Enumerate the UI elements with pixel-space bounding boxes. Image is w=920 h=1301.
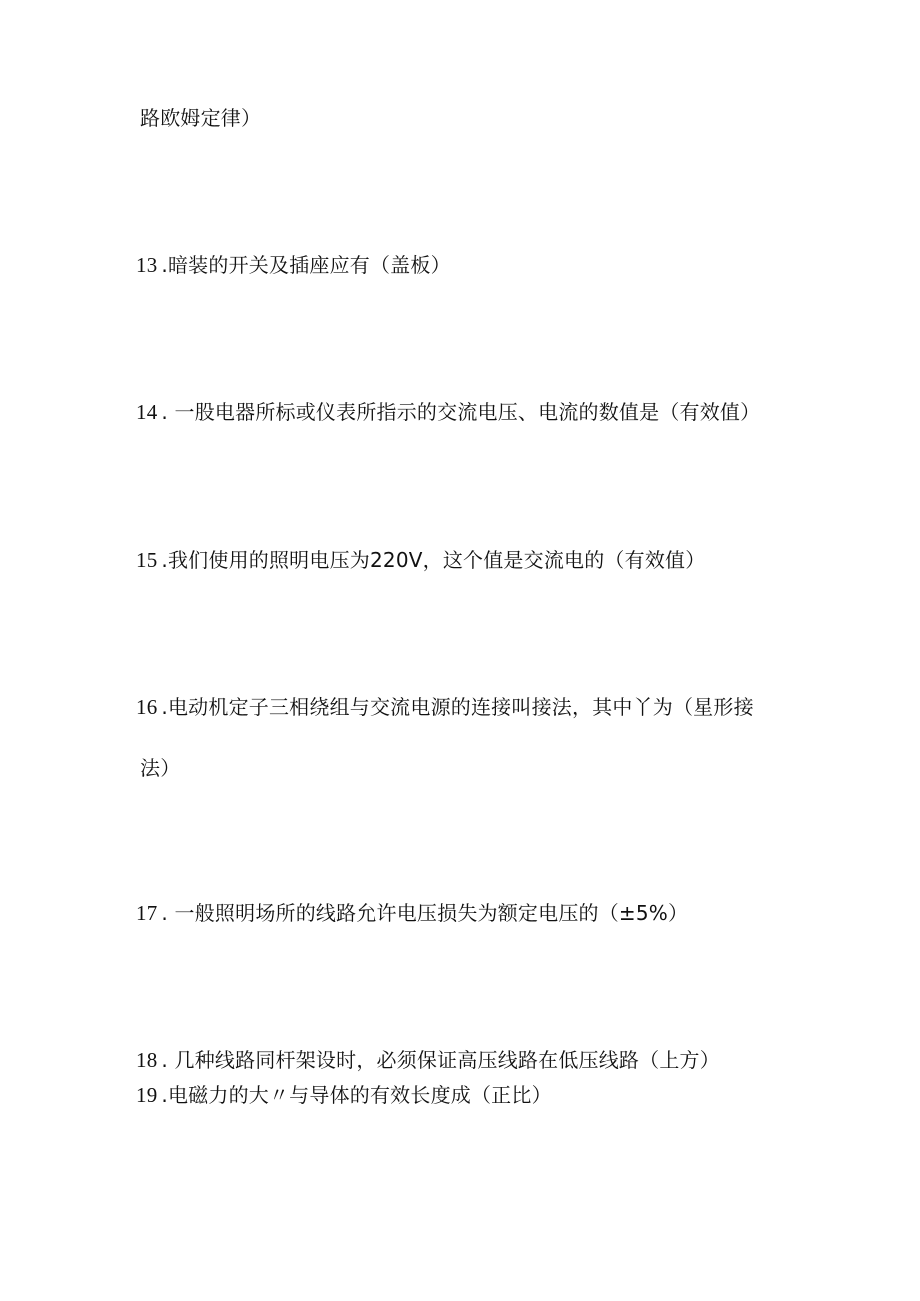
item-number: 14 <box>136 400 158 424</box>
item-text: . 几种线路同杆架设时，必须保证高压线路在低压线路（上方） <box>161 1048 720 1072</box>
item-number: 18 <box>136 1048 158 1072</box>
item-text: .暗装的开关及插座应有（盖板） <box>161 253 451 277</box>
question-13 <box>136 251 451 279</box>
question-17 <box>136 899 688 927</box>
item-text: .电动机定子三相绕组与交流电源的连接叫接法，其中丫为（星形接 <box>161 695 754 719</box>
item-number: 19 <box>136 1083 158 1107</box>
item-number: 16 <box>136 695 158 719</box>
item-number: 17 <box>136 901 158 925</box>
item-number: 13 <box>136 253 158 277</box>
continuation-line-12 <box>136 104 261 132</box>
item-text: .我们使用的照明电压为220V，这个值是交流电的（有效值） <box>161 548 706 572</box>
item-text: .电磁力的大〃与导体的有效长度成（正比） <box>161 1083 552 1107</box>
question-14 <box>136 398 760 426</box>
question-16-continuation <box>136 754 180 782</box>
question-18 <box>136 1046 720 1074</box>
question-15 <box>136 546 705 574</box>
item-text: 法） <box>140 756 181 780</box>
item-text: . 一般照明场所的线路允许电压损失为额定电压的（±5%） <box>161 901 689 925</box>
item-text: 路欧姆定律） <box>140 106 262 130</box>
item-number: 15 <box>136 548 158 572</box>
question-19 <box>136 1081 552 1109</box>
question-16 <box>136 693 754 721</box>
item-text: . 一股电器所标或仪表所指示的交流电压、电流的数值是（有效值） <box>161 400 761 424</box>
